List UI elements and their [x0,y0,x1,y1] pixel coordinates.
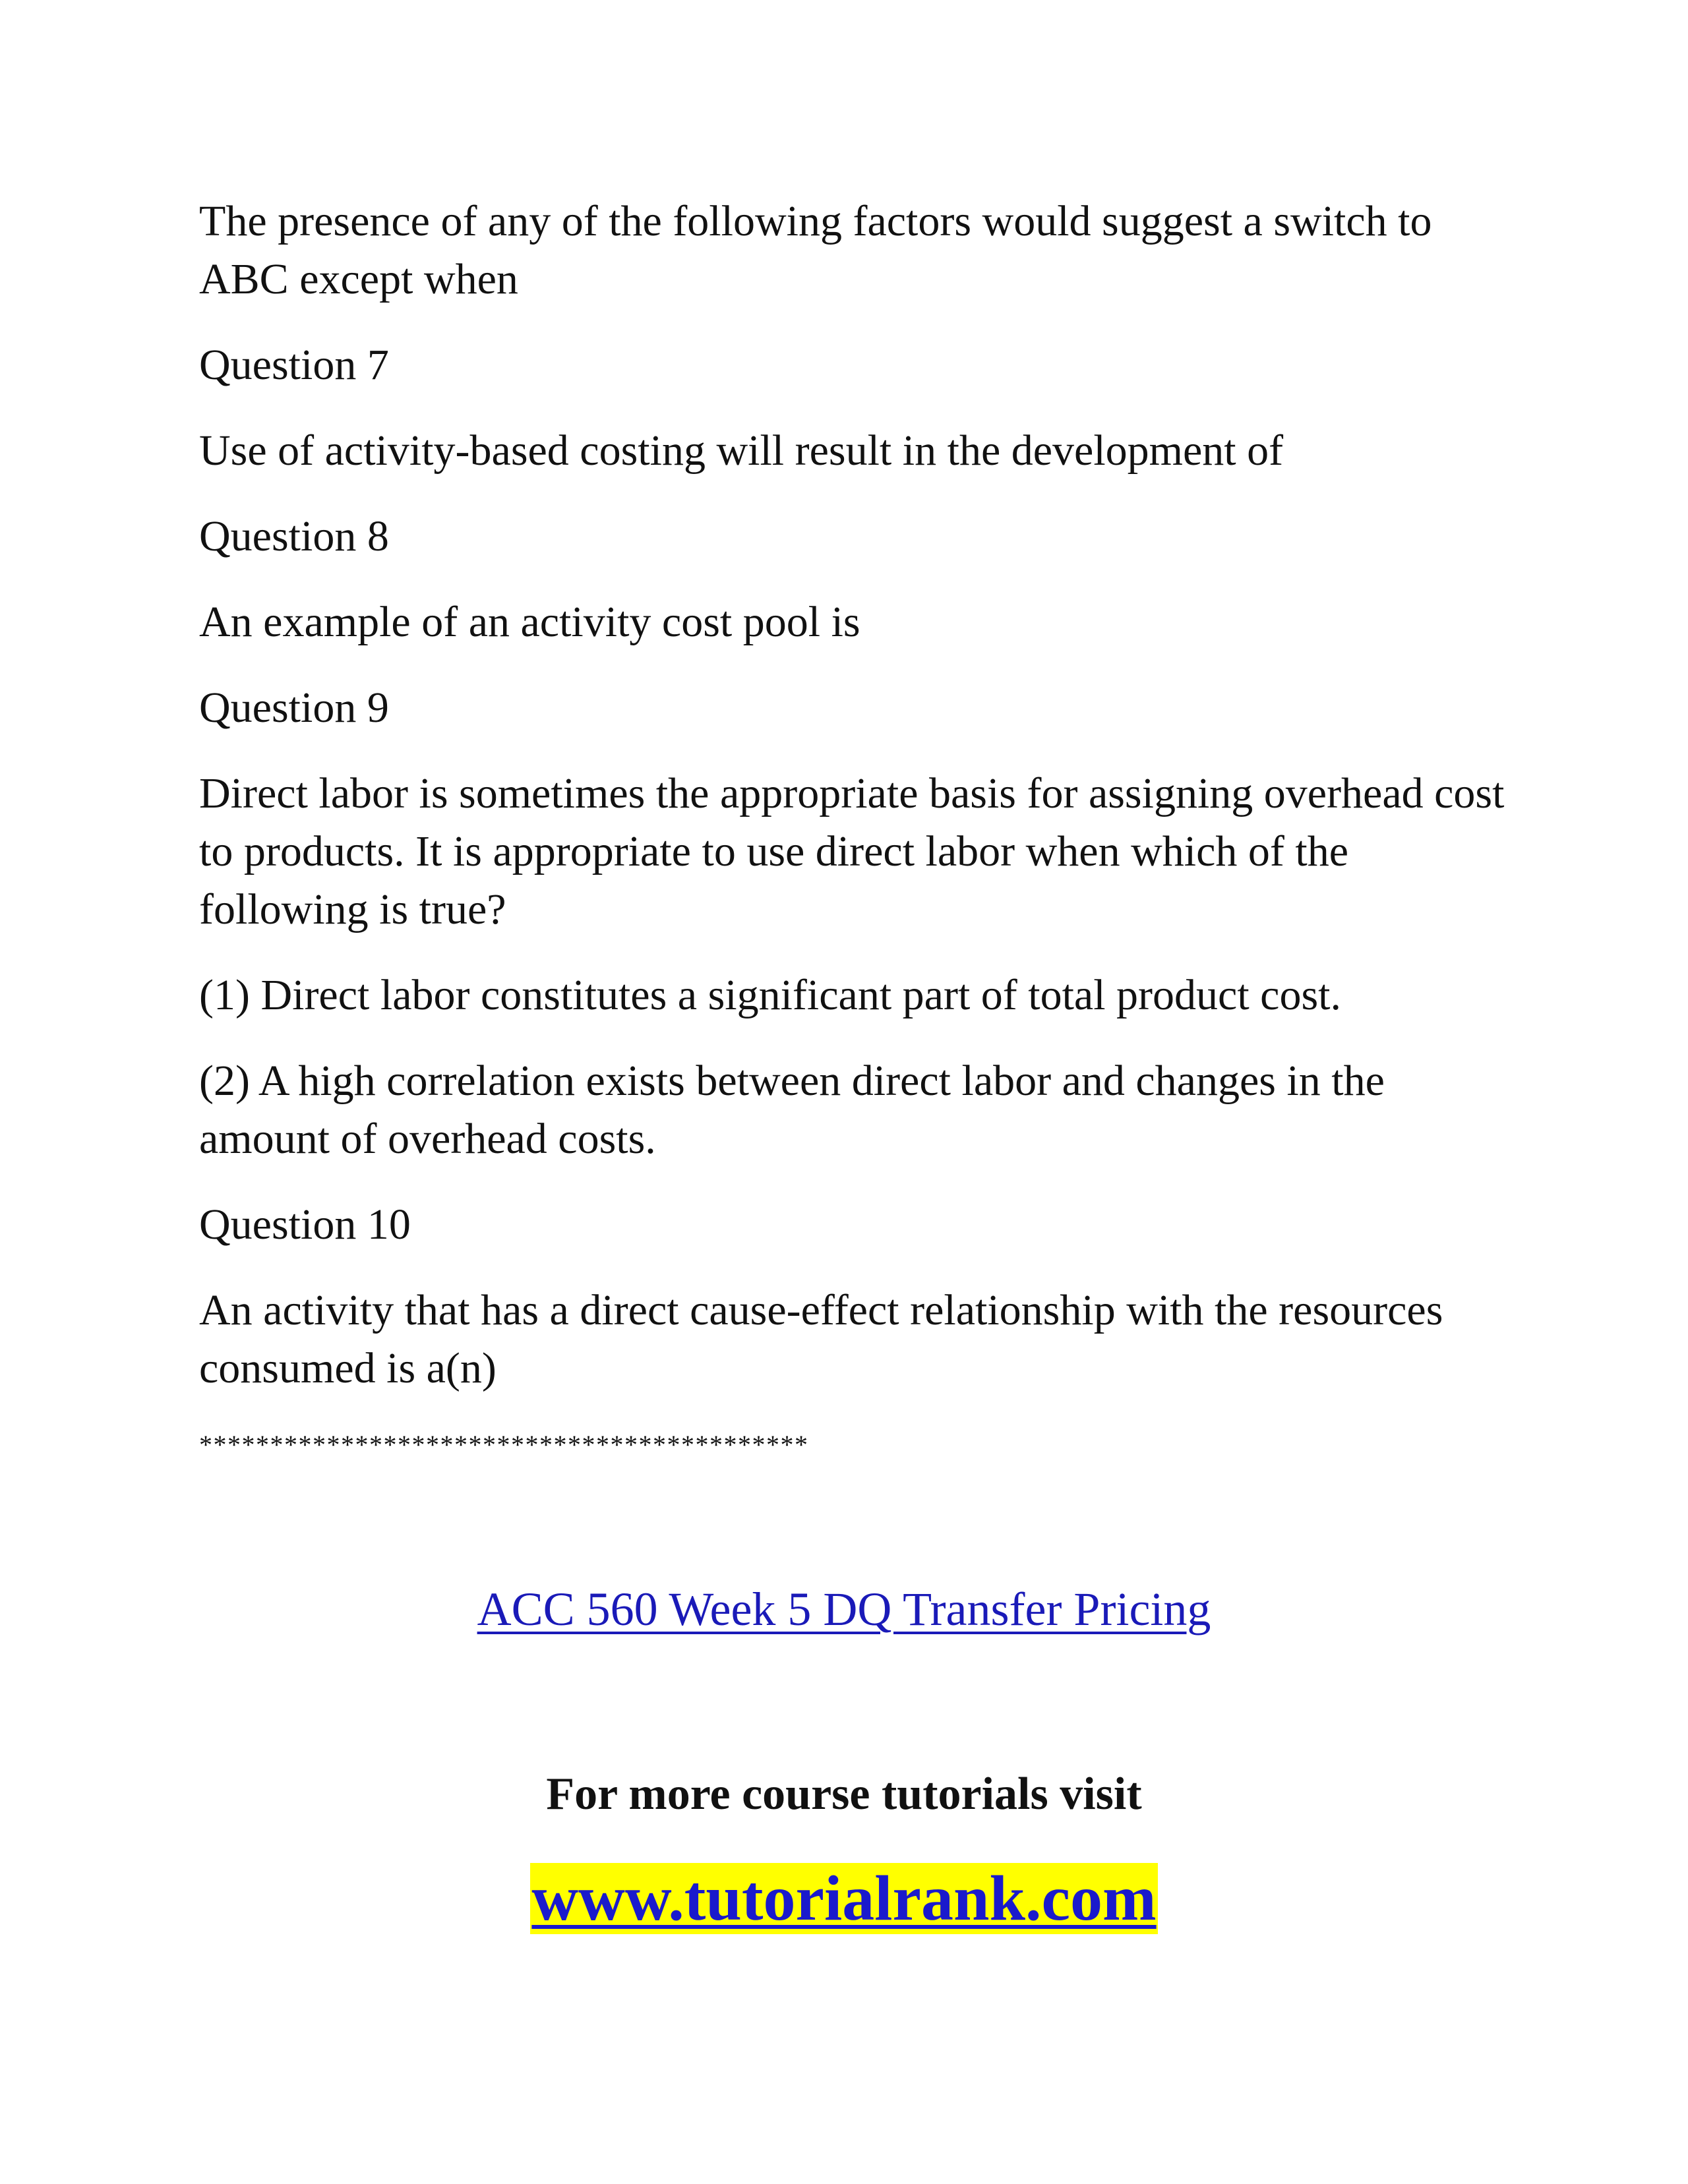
site-link[interactable]: www.tutorialrank.com [531,1863,1157,1934]
question-6-text: The presence of any of the following factors would suggest a switch to ABC except when [199,197,1432,303]
question-9-text: Direct labor is sometimes the appropriate basis for assigning overhead cost to products. It is appropriate to use direct labor when which of the following is true? [199,769,1505,933]
question-content [199,192,1505,1465]
question-8-text: An example of an activity cost pool is [199,598,860,646]
question-7-heading: Question 7 [199,341,389,389]
course-link-container [0,1582,1688,1637]
question-8-heading: Question 8 [199,512,389,560]
question-10-heading: Question 10 [199,1200,411,1249]
visit-caption-container [0,1768,1688,1821]
question-7-text: Use of activity-based costing will result in the development of [199,427,1284,475]
question-9-option-2: (2) A high correlation exists between direct labor and changes in the amount of overhead costs. [199,1057,1385,1163]
course-link[interactable]: ACC 560 Week 5 DQ Transfer Pricing [477,1583,1211,1636]
separator-line: ******************************************* [199,1430,809,1460]
question-10-text: An activity that has a direct cause-effect relationship with the resources consumed is a(n) [199,1286,1443,1392]
site-link-container [0,1862,1688,1935]
question-9-heading: Question 9 [199,684,389,732]
visit-caption: For more course tutorials visit [546,1769,1142,1819]
question-9-option-1: (1) Direct labor constitutes a significant part of total product cost. [199,971,1341,1019]
